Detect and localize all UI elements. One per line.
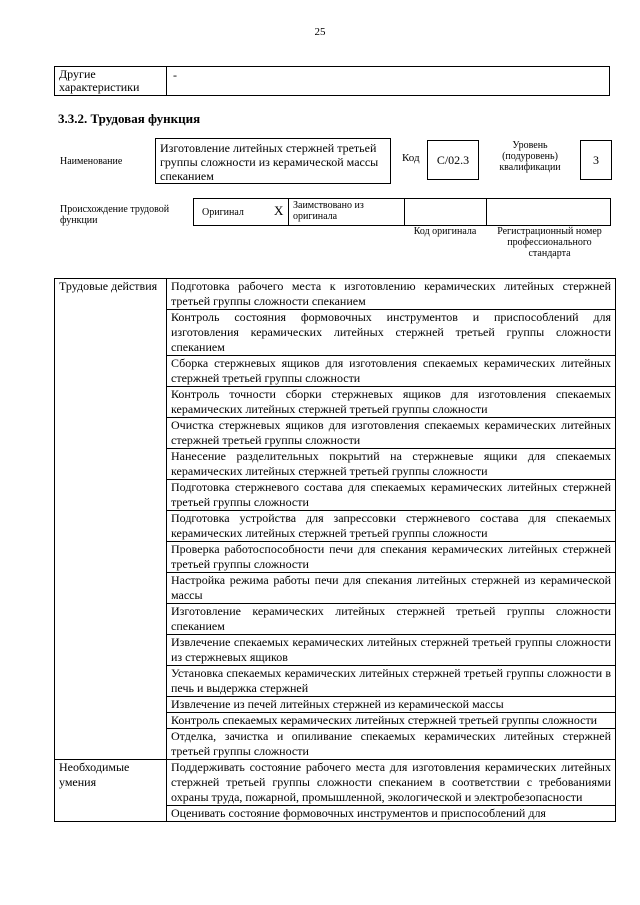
labor-action-row-text: Извлечение спекаемых керамических литейных стержней третьей группы сложности из стержневых ящиков (167, 635, 616, 666)
name-label: Наименование (60, 156, 123, 167)
labor-action-row-text: Изготовление керамических литейных стержней третьей группы сложности спеканием (167, 604, 616, 635)
labor-action-row-text: Сборка стержневых ящиков для изготовления спекаемых керамических литейных стержней третьей группы сложности (167, 356, 616, 387)
labor-action-row-text: Подготовка устройства для запрессовки стержневого состава для спекаемых керамических литейных стержней третьей группы сложности (167, 511, 616, 542)
labor-action-row-text: Отделка, зачистка и опиливание спекаемых керамических литейных стержней третьей группы сложности (167, 729, 616, 760)
borrowed-label: Заимствовано из оригинала (293, 200, 364, 222)
labor-action-row-text: Установка спекаемых керамических литейных стержней третьей группы сложности в печь и выдержка стержней (167, 666, 616, 697)
origin-table (193, 198, 611, 226)
level-value: 3 (580, 140, 612, 180)
labor-action-row (55, 279, 616, 310)
function-code: С/02.3 (427, 140, 479, 180)
labor-action-row-text: Подготовка стержневого состава для спекаемых керамических литейных стержней третьей группы сложности (167, 480, 616, 511)
original-cell (194, 199, 289, 225)
required-skill-row-text: Поддерживать состояние рабочего места для изготовления керамических литейных стержней третьей группы сложности спеканием в соответствии с требованиями охраны труда, пожарной, промышленной, экологической и электробезопасности (167, 760, 616, 806)
original-label: Оригинал (202, 207, 244, 218)
other-characteristics-value: - (173, 68, 177, 82)
page-number: 25 (314, 26, 326, 38)
code-original-cell (405, 199, 487, 225)
labor-actions-label: Трудовые действия (55, 279, 167, 760)
code-original-label: Код оригинала (413, 226, 477, 237)
labor-action-row-text: Проверка работоспособности печи для спекания керамических литейных стержней третьей группы сложности (167, 542, 616, 573)
required-skill-row-text: Оценивать состояние формовочных инструментов и приспособлений для (167, 806, 616, 822)
section-title: 3.3.2. Трудовая функция (58, 111, 201, 126)
labor-action-row-text: Извлечение из печей литейных стержней из керамической массы (167, 697, 616, 713)
origin-label: Происхождение трудовой функции (60, 204, 170, 226)
code-label: Код (402, 152, 420, 164)
labor-action-row-text: Контроль точности сборки стержневых ящиков для изготовления спекаемых керамических литейных стержней третьей группы сложности (167, 387, 616, 418)
labor-action-row-text: Контроль спекаемых керамических литейных стержней третьей группы сложности (167, 713, 616, 729)
level-label: Уровень (подуровень) квалификации (499, 140, 561, 173)
labor-action-row-text: Нанесение разделительных покрытий на стержневые ящики для спекаемых керамических литейных стержней третьей группы сложности (167, 449, 616, 480)
other-characteristics-table (54, 66, 610, 96)
other-characteristics-label: Другие характеристики (55, 67, 167, 95)
required-skill-row (55, 760, 616, 806)
function-details-table (54, 278, 616, 822)
labor-action-row-text: Контроль состояния формовочных инструментов и приспособлений для изготовления керамических литейных стержней третьей группы сложности спеканием (167, 310, 616, 356)
function-name: Изготовление литейных стержней третьей группы сложности из керамической массы спеканием (155, 138, 391, 184)
labor-action-row-text: Очистка стержневых ящиков для изготовления спекаемых керамических литейных стержней третьей группы сложности (167, 418, 616, 449)
original-mark: X (274, 203, 284, 218)
reg-number-label: Регистрационный номер профессионального стандарта (497, 226, 602, 259)
required-skills-label: Необходимые умения (55, 760, 167, 822)
labor-action-row-text: Подготовка рабочего места к изготовлению керамических литейных стержней третьей группы сложности спеканием (167, 279, 616, 310)
labor-action-row-text: Настройка режима работы печи для спекания литейных стержней из керамической массы (167, 573, 616, 604)
borrowed-cell (289, 199, 405, 225)
reg-number-cell (487, 199, 612, 225)
